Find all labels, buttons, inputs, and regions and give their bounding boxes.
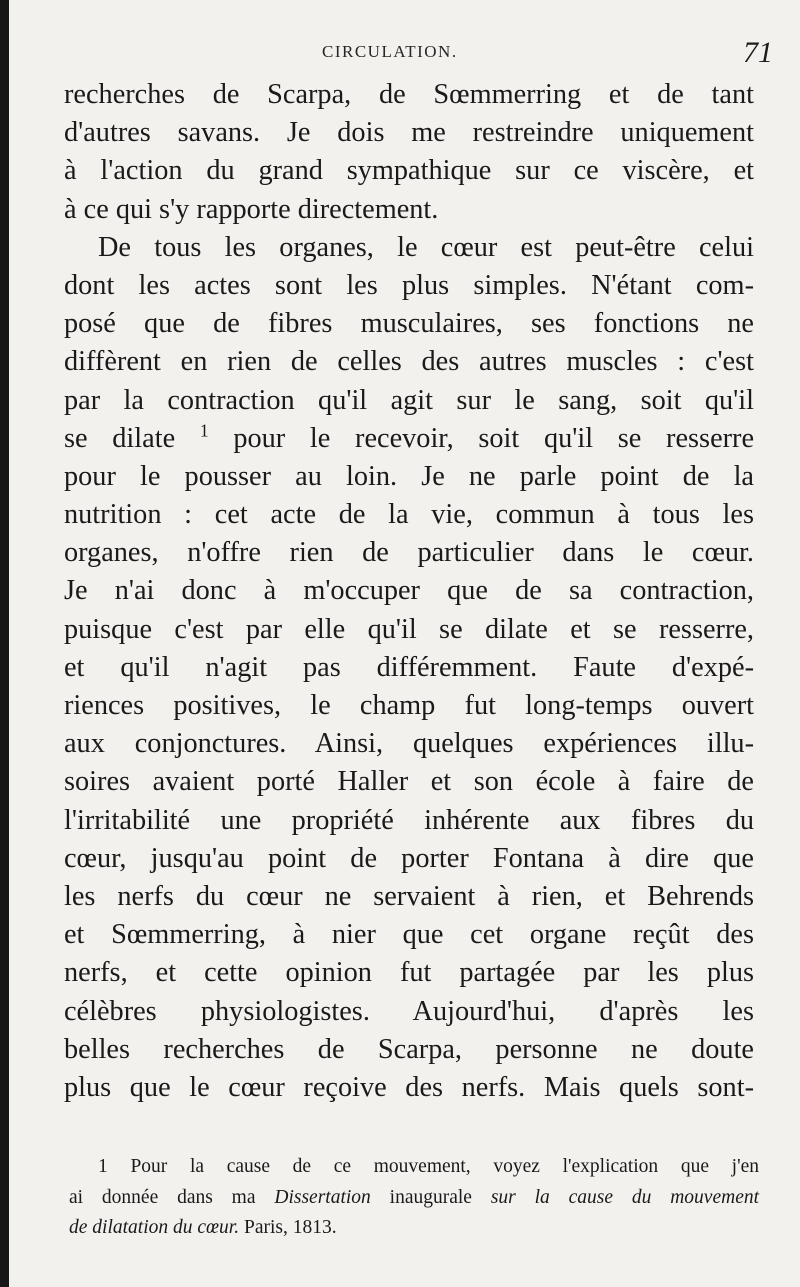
page-header	[9, 36, 800, 76]
text-line: par la contraction qu'il agit sur le sang, soit qu'il	[64, 384, 754, 416]
text-line: posé que de fibres musculaires, ses fonctions ne	[64, 308, 754, 340]
footnote-line	[69, 1213, 759, 1244]
text-line: cœur, jusqu'au point de porter Fontana à dire que	[64, 842, 754, 874]
text-fragment: pour le recevoir, soit qu'il se resserre	[233, 422, 755, 454]
footnote-text: Pour la cause de ce mouvement, voyez l'explication que j'en	[130, 1156, 759, 1177]
footnote-line	[69, 1152, 759, 1183]
text-line: riences positives, le champ fut long-temps ouvert	[64, 690, 754, 721]
text-line: De tous les organes, le cœur est peut-être celui	[98, 231, 754, 263]
page-number: 71	[743, 36, 773, 69]
text-line: d'autres savans. Je dois me restreindre uniquement	[64, 117, 754, 149]
text-line: diffèrent en rien de celles des autres muscles : c'est	[64, 346, 754, 378]
text-line: célèbres physiologistes. Aujourd'hui, d'après les	[64, 995, 754, 1027]
text-line: à ce qui s'y rapporte directement.	[64, 193, 439, 225]
text-line: nutrition : cet acte de la vie, commun à tous les	[64, 499, 754, 531]
text-line: et qu'il n'agit pas différemment. Faute d'expé-	[64, 651, 754, 683]
footnote-title: Dissertation	[274, 1186, 371, 1208]
footnote-line	[69, 1183, 759, 1214]
text-line: organes, n'offre rien de particulier dans le cœur.	[64, 537, 754, 569]
footnote-title: sur la cause du mouvement	[490, 1186, 760, 1208]
text-line: belles recherches de Scarpa, personne ne doute	[64, 1033, 754, 1065]
text-line: et Sœmmerring, à nier que cet organe reçût des	[64, 919, 754, 951]
footnote-text: ai donnée dans ma	[69, 1186, 256, 1208]
text-line: à l'action du grand sympathique sur ce viscère, et	[64, 155, 754, 187]
text-line: l'irritabilité une propriété inhérente aux fibres du	[64, 804, 754, 836]
text-line: puisque c'est par elle qu'il se dilate et se resserre,	[64, 613, 754, 645]
text-fragment: se dilate	[64, 422, 176, 454]
text-line: nerfs, et cette opinion fut partagée par les plus	[64, 957, 754, 989]
text-line: dont les actes sont les plus simples. N'étant com-	[64, 269, 754, 301]
body-text	[64, 76, 754, 1107]
footnote-text: Paris, 1813.	[243, 1217, 337, 1238]
text-line: soires avaient porté Haller et son école à faire de	[64, 766, 754, 798]
text-line: recherches de Scarpa, de Sœmmerring et de tant	[64, 79, 754, 110]
text-line: Je n'ai donc à m'occuper que de sa contraction,	[64, 575, 754, 607]
footnote-marker: 1	[98, 1156, 108, 1177]
text-line: plus que le cœur reçoive des nerfs. Mais quels sont-	[64, 1071, 754, 1103]
text-line: les nerfs du cœur ne servaient à rien, et Behrends	[64, 880, 754, 912]
footnote-reference: 1	[199, 420, 209, 441]
running-head: CIRCULATION.	[322, 42, 458, 61]
footnote	[69, 1152, 759, 1244]
text-line: aux conjonctures. Ainsi, quelques expériences illu-	[64, 728, 754, 760]
text-line: pour le pousser au loin. Je ne parle point de la	[64, 460, 754, 492]
footnote-title: de dilatation du cœur.	[69, 1217, 240, 1238]
footnote-text: inaugurale	[389, 1186, 472, 1208]
text-line-with-note	[64, 420, 754, 458]
